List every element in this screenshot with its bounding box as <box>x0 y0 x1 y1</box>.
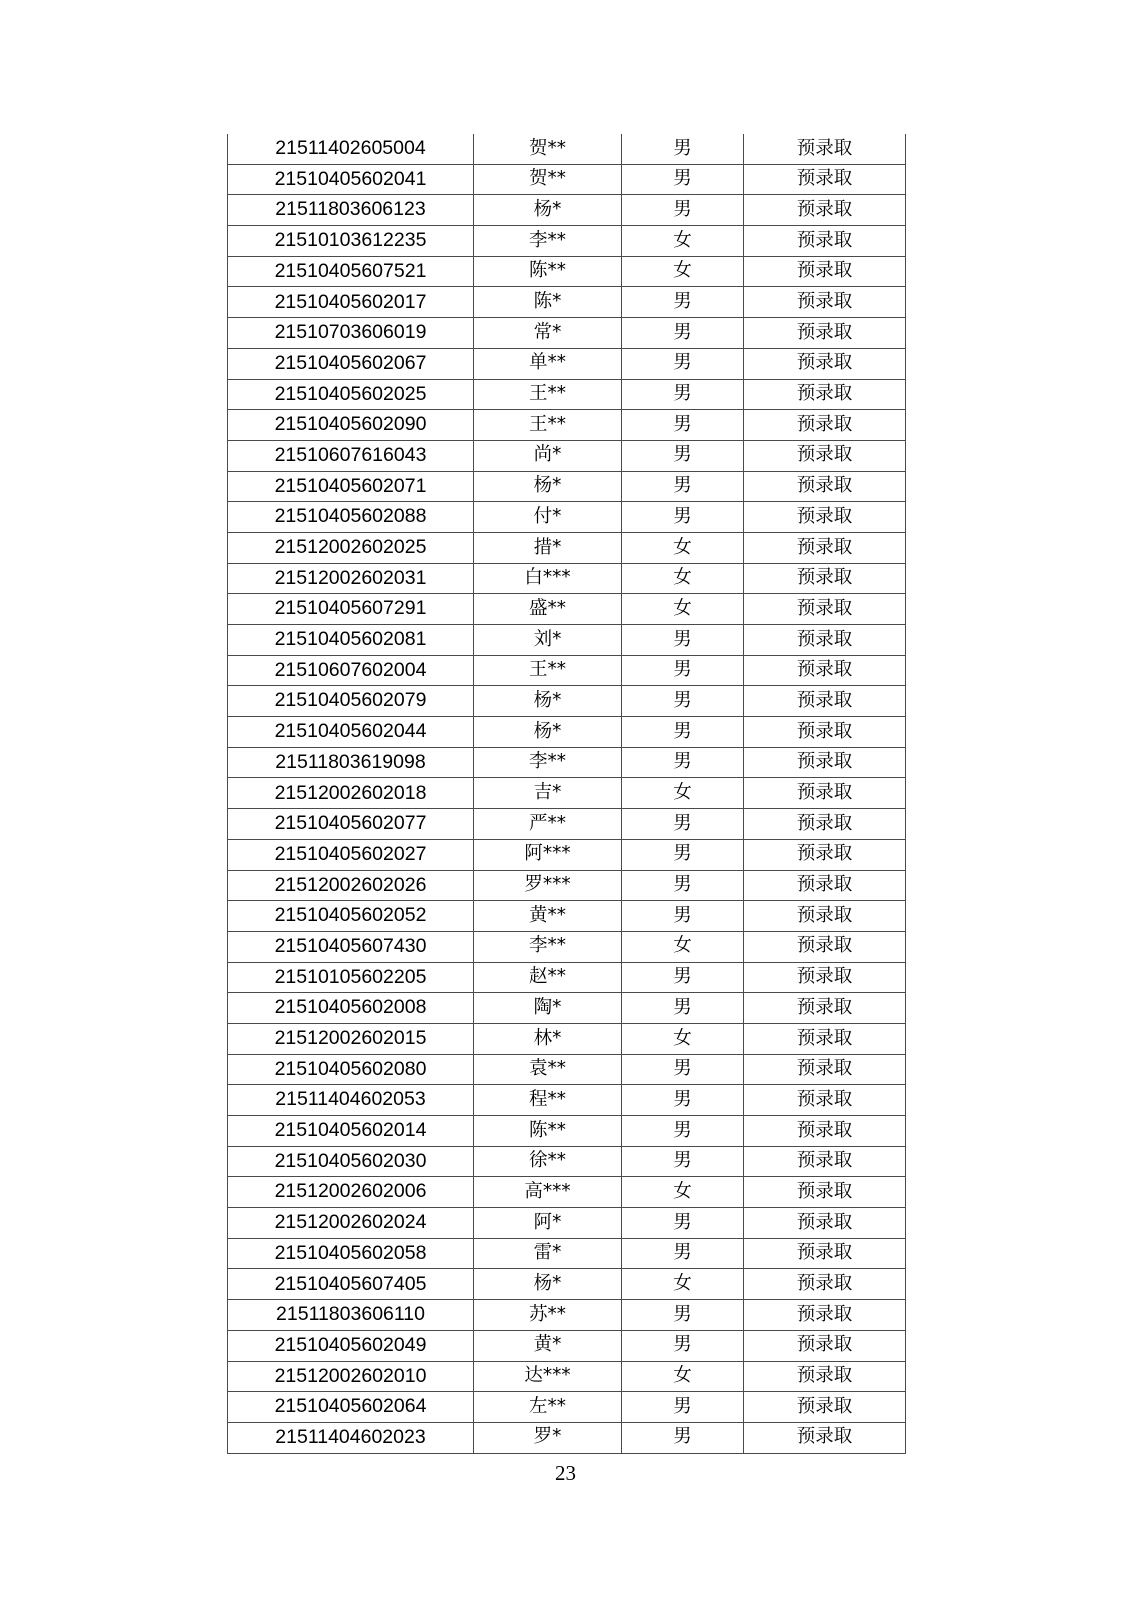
status-cell: 预录取 <box>744 1177 906 1208</box>
candidate-id-cell: 21512002602006 <box>228 1177 474 1208</box>
table-row <box>228 195 906 226</box>
table-row <box>228 1422 906 1453</box>
status-cell: 预录取 <box>744 1238 906 1269</box>
candidate-name-cell: 陈** <box>474 256 622 287</box>
candidate-name-cell: 罗* <box>474 1422 622 1453</box>
candidate-name-cell: 黄** <box>474 901 622 932</box>
gender-cell: 男 <box>622 379 744 410</box>
gender-cell: 男 <box>622 655 744 686</box>
candidate-name-cell: 贺** <box>474 164 622 195</box>
table-row <box>228 502 906 533</box>
status-cell: 预录取 <box>744 410 906 441</box>
candidate-name-cell: 吉* <box>474 778 622 809</box>
gender-cell: 男 <box>622 901 744 932</box>
candidate-name-cell: 陶* <box>474 993 622 1024</box>
status-cell: 预录取 <box>744 1300 906 1331</box>
candidate-id-cell: 21510405602067 <box>228 348 474 379</box>
table-row <box>228 747 906 778</box>
gender-cell: 男 <box>622 870 744 901</box>
candidate-id-cell: 21510103612235 <box>228 226 474 257</box>
table-row <box>228 1146 906 1177</box>
status-cell: 预录取 <box>744 532 906 563</box>
table-row <box>228 839 906 870</box>
gender-cell: 女 <box>622 778 744 809</box>
status-cell: 预录取 <box>744 563 906 594</box>
gender-cell: 男 <box>622 1330 744 1361</box>
candidate-id-cell: 21511402605004 <box>228 134 474 164</box>
candidate-name-cell: 李** <box>474 747 622 778</box>
status-cell: 预录取 <box>744 1269 906 1300</box>
candidate-name-cell: 黄* <box>474 1330 622 1361</box>
table-row <box>228 1238 906 1269</box>
table-row <box>228 686 906 717</box>
candidate-name-cell: 高*** <box>474 1177 622 1208</box>
table-row <box>228 1177 906 1208</box>
candidate-name-cell: 程** <box>474 1085 622 1116</box>
candidate-name-cell: 付* <box>474 502 622 533</box>
candidate-name-cell: 陈** <box>474 1116 622 1147</box>
gender-cell: 男 <box>622 1085 744 1116</box>
table-row <box>228 962 906 993</box>
table-row <box>228 134 906 164</box>
status-cell: 预录取 <box>744 931 906 962</box>
candidate-id-cell: 21510405602030 <box>228 1146 474 1177</box>
candidate-id-cell: 21510405602044 <box>228 717 474 748</box>
gender-cell: 男 <box>622 471 744 502</box>
status-cell: 预录取 <box>744 164 906 195</box>
candidate-name-cell: 王** <box>474 655 622 686</box>
candidate-name-cell: 王** <box>474 379 622 410</box>
candidate-name-cell: 罗*** <box>474 870 622 901</box>
gender-cell: 女 <box>622 532 744 563</box>
candidate-id-cell: 21510405607430 <box>228 931 474 962</box>
status-cell: 预录取 <box>744 348 906 379</box>
candidate-id-cell: 21510405602071 <box>228 471 474 502</box>
status-cell: 预录取 <box>744 1208 906 1239</box>
status-cell: 预录取 <box>744 318 906 349</box>
status-cell: 预录取 <box>744 870 906 901</box>
table-row <box>228 440 906 471</box>
status-cell: 预录取 <box>744 717 906 748</box>
table-row <box>228 1269 906 1300</box>
status-cell: 预录取 <box>744 502 906 533</box>
table-row <box>228 1392 906 1423</box>
candidate-name-cell: 单** <box>474 348 622 379</box>
table-row <box>228 563 906 594</box>
gender-cell: 男 <box>622 1238 744 1269</box>
status-cell: 预录取 <box>744 655 906 686</box>
table-row <box>228 717 906 748</box>
candidate-id-cell: 21510405607291 <box>228 594 474 625</box>
status-cell: 预录取 <box>744 778 906 809</box>
candidate-name-cell: 达*** <box>474 1361 622 1392</box>
gender-cell: 女 <box>622 1177 744 1208</box>
status-cell: 预录取 <box>744 901 906 932</box>
status-cell: 预录取 <box>744 1330 906 1361</box>
candidate-name-cell: 林* <box>474 1023 622 1054</box>
gender-cell: 男 <box>622 1208 744 1239</box>
candidate-id-cell: 21510105602205 <box>228 962 474 993</box>
status-cell: 预录取 <box>744 226 906 257</box>
table-row <box>228 164 906 195</box>
status-cell: 预录取 <box>744 440 906 471</box>
gender-cell: 女 <box>622 226 744 257</box>
candidate-id-cell: 21510405602014 <box>228 1116 474 1147</box>
candidate-id-cell: 21510405602081 <box>228 625 474 656</box>
table-row <box>228 594 906 625</box>
gender-cell: 男 <box>622 440 744 471</box>
gender-cell: 男 <box>622 287 744 318</box>
candidate-name-cell: 常* <box>474 318 622 349</box>
candidate-name-cell: 陈* <box>474 287 622 318</box>
status-cell: 预录取 <box>744 993 906 1024</box>
table-row <box>228 318 906 349</box>
candidate-id-cell: 21512002602018 <box>228 778 474 809</box>
gender-cell: 男 <box>622 747 744 778</box>
table-row <box>228 778 906 809</box>
candidate-name-cell: 雷* <box>474 1238 622 1269</box>
status-cell: 预录取 <box>744 256 906 287</box>
candidate-name-cell: 王** <box>474 410 622 441</box>
status-cell: 预录取 <box>744 1146 906 1177</box>
candidate-name-cell: 盛** <box>474 594 622 625</box>
candidate-id-cell: 21510405602088 <box>228 502 474 533</box>
gender-cell: 男 <box>622 195 744 226</box>
table-row <box>228 410 906 441</box>
status-cell: 预录取 <box>744 1085 906 1116</box>
gender-cell: 男 <box>622 1300 744 1331</box>
table-row <box>228 1116 906 1147</box>
candidate-id-cell: 21511404602023 <box>228 1422 474 1453</box>
gender-cell: 男 <box>622 134 744 164</box>
gender-cell: 女 <box>622 1023 744 1054</box>
gender-cell: 男 <box>622 962 744 993</box>
table-row <box>228 625 906 656</box>
table-row <box>228 993 906 1024</box>
candidate-id-cell: 21510405602017 <box>228 287 474 318</box>
candidate-id-cell: 21511404602053 <box>228 1085 474 1116</box>
candidate-id-cell: 21510405607405 <box>228 1269 474 1300</box>
candidate-name-cell: 贺** <box>474 134 622 164</box>
page-number: 23 <box>555 1461 576 1485</box>
gender-cell: 女 <box>622 563 744 594</box>
candidate-id-cell: 21510405602025 <box>228 379 474 410</box>
status-cell: 预录取 <box>744 195 906 226</box>
candidate-id-cell: 21512002602031 <box>228 563 474 594</box>
table-row <box>228 379 906 410</box>
candidate-id-cell: 21510405602041 <box>228 164 474 195</box>
candidate-id-cell: 21510405602080 <box>228 1054 474 1085</box>
table-row <box>228 1023 906 1054</box>
status-cell: 预录取 <box>744 625 906 656</box>
candidate-id-cell: 21510607616043 <box>228 440 474 471</box>
gender-cell: 男 <box>622 1146 744 1177</box>
candidate-id-cell: 21510405602052 <box>228 901 474 932</box>
gender-cell: 男 <box>622 410 744 441</box>
status-cell: 预录取 <box>744 1023 906 1054</box>
candidate-name-cell: 左** <box>474 1392 622 1423</box>
gender-cell: 女 <box>622 256 744 287</box>
table-row <box>228 1300 906 1331</box>
table-row <box>228 809 906 840</box>
candidate-id-cell: 21510405602027 <box>228 839 474 870</box>
gender-cell: 男 <box>622 839 744 870</box>
gender-cell: 男 <box>622 993 744 1024</box>
table-row <box>228 1361 906 1392</box>
status-cell: 预录取 <box>744 379 906 410</box>
gender-cell: 男 <box>622 1116 744 1147</box>
candidate-name-cell: 刘* <box>474 625 622 656</box>
status-cell: 预录取 <box>744 686 906 717</box>
status-cell: 预录取 <box>744 809 906 840</box>
table-row <box>228 471 906 502</box>
gender-cell: 男 <box>622 1392 744 1423</box>
candidate-id-cell: 21510405607521 <box>228 256 474 287</box>
gender-cell: 男 <box>622 348 744 379</box>
candidate-id-cell: 21510405602090 <box>228 410 474 441</box>
status-cell: 预录取 <box>744 839 906 870</box>
table-row <box>228 931 906 962</box>
candidate-id-cell: 21511803619098 <box>228 747 474 778</box>
candidate-id-cell: 21510703606019 <box>228 318 474 349</box>
gender-cell: 女 <box>622 931 744 962</box>
candidate-name-cell: 措* <box>474 532 622 563</box>
status-cell: 预录取 <box>744 134 906 164</box>
status-cell: 预录取 <box>744 1392 906 1423</box>
gender-cell: 女 <box>622 1361 744 1392</box>
candidate-id-cell: 21510405602064 <box>228 1392 474 1423</box>
status-cell: 预录取 <box>744 1422 906 1453</box>
candidate-name-cell: 尚* <box>474 440 622 471</box>
status-cell: 预录取 <box>744 962 906 993</box>
candidate-id-cell: 21512002602026 <box>228 870 474 901</box>
status-cell: 预录取 <box>744 594 906 625</box>
candidate-id-cell: 21510405602058 <box>228 1238 474 1269</box>
table-row <box>228 287 906 318</box>
candidate-id-cell: 21511803606123 <box>228 195 474 226</box>
status-cell: 预录取 <box>744 747 906 778</box>
table-row <box>228 1208 906 1239</box>
candidate-name-cell: 阿* <box>474 1208 622 1239</box>
candidate-name-cell: 赵** <box>474 962 622 993</box>
gender-cell: 男 <box>622 686 744 717</box>
gender-cell: 女 <box>622 594 744 625</box>
gender-cell: 男 <box>622 164 744 195</box>
gender-cell: 男 <box>622 1054 744 1085</box>
status-cell: 预录取 <box>744 1361 906 1392</box>
status-cell: 预录取 <box>744 1116 906 1147</box>
table-row <box>228 1054 906 1085</box>
candidate-id-cell: 21511803606110 <box>228 1300 474 1331</box>
candidate-id-cell: 21510405602008 <box>228 993 474 1024</box>
candidate-name-cell: 徐** <box>474 1146 622 1177</box>
gender-cell: 男 <box>622 625 744 656</box>
candidate-name-cell: 白*** <box>474 563 622 594</box>
gender-cell: 男 <box>622 717 744 748</box>
candidate-name-cell: 杨* <box>474 195 622 226</box>
table-body <box>228 134 906 1453</box>
candidate-name-cell: 苏** <box>474 1300 622 1331</box>
candidate-name-cell: 杨* <box>474 717 622 748</box>
table-row <box>228 226 906 257</box>
table-row <box>228 901 906 932</box>
candidate-name-cell: 杨* <box>474 1269 622 1300</box>
candidate-name-cell: 杨* <box>474 686 622 717</box>
table-row <box>228 532 906 563</box>
table-row <box>228 1085 906 1116</box>
gender-cell: 男 <box>622 502 744 533</box>
candidate-name-cell: 严** <box>474 809 622 840</box>
candidate-id-cell: 21512002602010 <box>228 1361 474 1392</box>
candidate-id-cell: 21512002602015 <box>228 1023 474 1054</box>
candidate-name-cell: 阿*** <box>474 839 622 870</box>
table-row <box>228 348 906 379</box>
gender-cell: 男 <box>622 1422 744 1453</box>
gender-cell: 男 <box>622 318 744 349</box>
candidate-id-cell: 21510405602049 <box>228 1330 474 1361</box>
table-row <box>228 870 906 901</box>
table-row <box>228 256 906 287</box>
candidate-id-cell: 21512002602025 <box>228 532 474 563</box>
status-cell: 预录取 <box>744 471 906 502</box>
candidate-id-cell: 21510405602079 <box>228 686 474 717</box>
candidate-name-cell: 袁** <box>474 1054 622 1085</box>
gender-cell: 男 <box>622 809 744 840</box>
candidate-name-cell: 李** <box>474 226 622 257</box>
status-cell: 预录取 <box>744 1054 906 1085</box>
gender-cell: 女 <box>622 1269 744 1300</box>
status-cell: 预录取 <box>744 287 906 318</box>
candidate-name-cell: 李** <box>474 931 622 962</box>
table-row <box>228 1330 906 1361</box>
table-row <box>228 655 906 686</box>
admission-list-table <box>227 134 906 1454</box>
candidate-name-cell: 杨* <box>474 471 622 502</box>
candidate-id-cell: 21512002602024 <box>228 1208 474 1239</box>
candidate-id-cell: 21510405602077 <box>228 809 474 840</box>
candidate-id-cell: 21510607602004 <box>228 655 474 686</box>
